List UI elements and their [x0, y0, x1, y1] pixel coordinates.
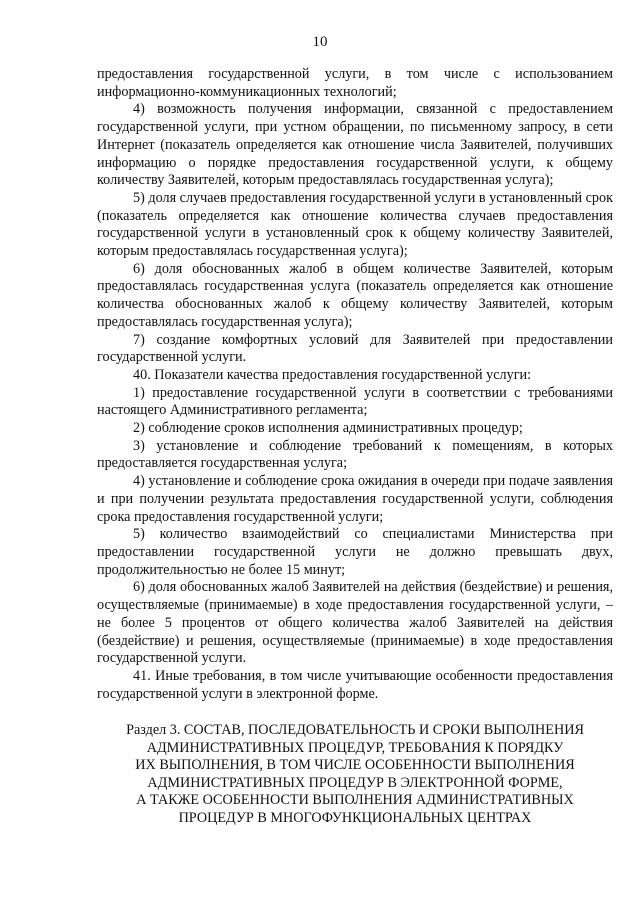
- paragraph-item-5-timely-service: 5) доля случаев предоставления государственной услуги в установленный срок (показатель определяется как отношение количества случаев предоставления государственной услуги в установленный срок к общему количеству Заявителей, которым предоставлялась государственная услуга);: [97, 189, 613, 260]
- paragraph-quality-item-2: 2) соблюдение сроков исполнения административных процедур;: [133, 420, 523, 437]
- paragraph-quality-item-1: 1) предоставление государственной услуги в соответствии с требованиями настоящего Административного регламента;: [97, 384, 613, 419]
- section-3-heading: [97, 722, 613, 828]
- paragraph-quality-item-4: 4) установление и соблюдение срока ожидания в очереди при подаче заявления и при получении результата предоставления государственной услуги, соблюдения срока предоставления государственной услуги;: [97, 473, 613, 525]
- paragraph-item-6-complaints-share: 6) доля обоснованных жалоб в общем количестве Заявителей, которым предоставлялась государственная услуга (показатель определяется как отношение количества обоснованных жалоб к общему количеству Заявителей, которым предоставлялась государственная услуга);: [97, 260, 613, 330]
- section-heading-line: АДМИНИСТРАТИВНЫХ ПРОЦЕДУР, ТРЕБОВАНИЯ К ПОРЯДКУ: [146, 739, 564, 756]
- paragraph-clause-41: 41. Иные требования, в том числе учитывающие особенности предоставления государственной услуги в электронной форме.: [97, 667, 613, 702]
- paragraph-clause-40: 40. Показатели качества предоставления государственной услуги:: [133, 366, 532, 383]
- section-heading-line: Раздел 3. СОСТАВ, ПОСЛЕДОВАТЕЛЬНОСТЬ И СРОКИ ВЫПОЛНЕНИЯ: [126, 722, 584, 738]
- section-heading-line: ПРОЦЕДУР В МНОГОФУНКЦИОНАЛЬНЫХ ЦЕНТРАХ: [178, 809, 532, 826]
- section-heading-line: ИХ ВЫПОЛНЕНИЯ, В ТОМ ЧИСЛЕ ОСОБЕННОСТИ ВЫПОЛНЕНИЯ: [135, 757, 575, 774]
- paragraph-quality-item-5: 5) количество взаимодействий со специалистами Министерства при предоставлении государственной услуги не должно превышать двух, продолжительностью не более 15 минут;: [97, 526, 613, 578]
- section-heading-line: А ТАКЖЕ ОСОБЕННОСТИ ВЫПОЛНЕНИЯ АДМИНИСТРАТИВНЫХ: [136, 792, 574, 809]
- paragraph-quality-item-6: 6) доля обоснованных жалоб Заявителей на действия (бездействие) и решения, осуществляемые (принимаемые) в ходе предоставления государственной услуги, – не более 5 процентов от общего количества жалоб Заявителей на действия (бездействие) и решения, осуществляемые (принимаемые) в ходе предоставления государственной услуги.: [97, 579, 613, 667]
- paragraph-quality-item-3: 3) установление и соблюдение требований к помещениям, в которых предоставляется государственная услуга;: [97, 437, 613, 472]
- paragraph-continuation: предоставления государственной услуги, в том числе с использованием информационно-коммуникационных технологий;: [97, 66, 613, 100]
- paragraph-item-4-info-availability: 4) возможность получения информации, связанной с предоставлением государственной услуги, при устном обращении, по письменному запросу, в сети Интернет (показатель определяется как отношение числа Заявителей, получивших информацию о порядке предоставления государственной услуги, к общему количеству Заявителей, которым предоставлялась государственная услуга);: [97, 101, 613, 189]
- paragraph-item-7-comfort: 7) создание комфортных условий для Заявителей при предоставлении государственной услуги.: [97, 331, 613, 366]
- document-body: [97, 66, 613, 703]
- section-heading-line: АДМИНИСТРАТИВНЫХ ПРОЦЕДУР В ЭЛЕКТРОННОЙ ФОРМЕ,: [147, 774, 563, 791]
- page-number: 10: [312, 34, 328, 50]
